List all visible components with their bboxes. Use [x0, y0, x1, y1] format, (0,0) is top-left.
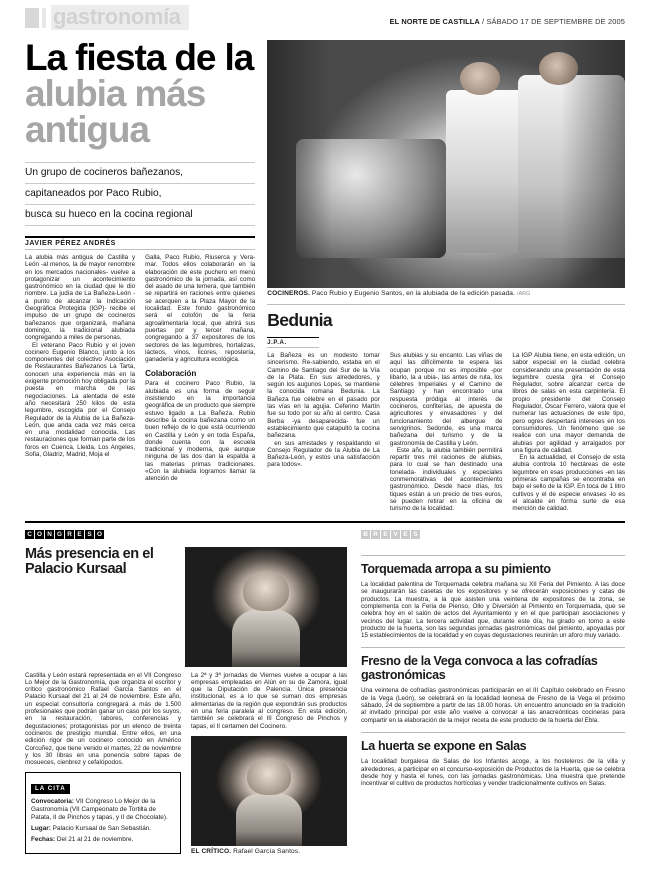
- bedunia-headline: Bedunia: [267, 310, 333, 330]
- tag-letter: V: [391, 530, 400, 539]
- paragraph: Sus alubias y su encanto. Las viñas de aquí las difícilmente te espera las ocupan porque no es imposible -por libarlo, la a ubia-, las antes de ruta, los célebres Imperiales y el Camino de Santiago y han encontrado una respuesta pródiga al interés de cocineros, confiterías, de apuesta de agricultores y envasadores y del funcionamiento del albergue de servigrinos. Sedonde, es una marca bañezana del turismo y de la gastronomía de Castilla y León.: [389, 352, 503, 447]
- paragraph: El veterano Paco Rubio y el joven cocinero Eugenio Blanco, junto a los componentes del colectivo Asociación de Restaurantes Bañezanos La Tarta, conocen una experiencia más en la exigente promoción hoy obligada por la puesta en marcha de las negociaciones. La alentada de este año necesitará 250 kilos de esta legumbre, escogida por el Consejo Regulador de la Alubia de La Bañeza-León, que anda cada vez más cerca en una modalidad conocida. Las restauraciones que forman parte de los foros en Cuenca, Lleida, Los Angeles, Sofia, Gladriz, Madrid, Moja el: [25, 341, 136, 459]
- cita-value: Palacio Kursaal de San Sebastián.: [50, 824, 152, 832]
- breves-tag: [361, 530, 420, 539]
- tag-letter: E: [381, 530, 390, 539]
- tag-letter: B: [361, 530, 370, 539]
- bedunia-article: [267, 304, 625, 513]
- tag-letter: O: [35, 530, 44, 539]
- cita-item: [31, 836, 175, 844]
- lead-photo: [267, 40, 625, 288]
- standfirst-line-2: capitaneados por Paco Rubio,: [25, 184, 255, 205]
- standfirst-line-1: Un grupo de cocineros bañezanos,: [25, 162, 255, 184]
- photo-portrait-secondary: [191, 736, 347, 846]
- standfirst: [25, 162, 255, 226]
- congreso-column-1: [25, 672, 181, 856]
- cita-label: Fechas:: [31, 835, 56, 843]
- cita-item: [31, 825, 175, 833]
- headline-part-black: La fiesta de la: [25, 37, 254, 78]
- lower-sections: [25, 523, 625, 856]
- congreso-tag: [25, 530, 104, 539]
- brief-body: Una veintena de cofradías gastronómicas participarán en el III Capítulo celebrado en Fresno de la Vega (León), se celebrará en la localidad leonesa de Fresno de la Vega el próximo sábado, 24 de septiembre a partir de las 18.00 horas. Un encuentro anunciado en la tradición al invitado principal por este año vuelve a convocar a las anacreónticas cocineras para compartir en la elaboración de la mejor receta de este producto de la huerta del Ebla.: [361, 687, 625, 724]
- section-name: gastronomía: [51, 5, 189, 30]
- lead-story: [25, 37, 625, 513]
- congreso-headline: Más presencia en el Palacio Kursaal: [25, 545, 154, 577]
- bedunia-column-2: [390, 352, 503, 513]
- congreso-section: [25, 523, 347, 856]
- lead-column-1: [25, 254, 135, 483]
- tag-letter: E: [75, 530, 84, 539]
- cita-value: Del 21 al 21 de noviembre.: [55, 835, 134, 843]
- caption-label: COCINEROS.: [267, 290, 310, 297]
- congreso-photo-caption: [191, 846, 347, 856]
- tag-letter: R: [65, 530, 74, 539]
- brief-body: La localidad palentina de Torquemada celebra mañana su XII Feria del Pimiento. A las doce se inaugurarán las casetas de los expositores y se ofrecerán exposiciones y catas de productos. La muestra, a la que asisten una veintena de expositores de la zona, se complementa con la Feria de Pienso, Ollo y Diversión al Pimiento en Torquemada, que se celebra hoy en el salón de actos del Ayuntamiento y en el que participan asociaciones y vecinos del lugar. La tercera actividad que, durante este día, ha girado en torno a este producto de la huerta, son las segundas jornadas gastronómicas del pimiento, apoyadas por 15 establecimientos de la localidad y en cuyas degustaciones reunirán un aforo muy variado.: [361, 581, 625, 640]
- lead-column-2: [145, 254, 255, 483]
- caption-text: Rafael García Santos.: [231, 847, 301, 855]
- issue-date: SÁBADO 17 DE SEPTIEMBRE DE 2005: [486, 17, 625, 26]
- article-byline: JAVIER PÉREZ ANDRÉS: [25, 236, 255, 250]
- tag-letter: E: [401, 530, 410, 539]
- photo-vignette: [267, 40, 625, 288]
- cita-label: Convocatoria:: [31, 797, 74, 805]
- brief-body: La localidad burgalesa de Salas de los Infantes acoge, a los hosteleros de la villa y alrededores, a participar en el concurso-exposición de Productos de la Huerta, que se celebra desde hoy y hasta el lunes, con las jornadas gastronómicas. Una muestra que pretende incentivar el cultivo de productos hortícolas y vender tradicionalmente cultivos en Salas.: [361, 758, 625, 788]
- section-tag-bar-icon: [42, 8, 46, 28]
- masthead: [25, 0, 625, 30]
- paragraph: En la actualidad, el Consejo de esta alubia controla 10 hectáreas de este legumbre en esas producciones -en las primeras campañas se encontraba en bajo el sello de la IGP. En toca de 1 litro cultivos y el de especie envases -lo es el alcalde en forma surte de esa mención de calidad.: [512, 454, 625, 513]
- headline-part-gray: alubia más antigua: [25, 73, 206, 150]
- standfirst-line-3: busca su hueco en la cocina regional: [25, 205, 255, 226]
- bedunia-column-1: [267, 352, 380, 513]
- brief-item: [361, 647, 625, 723]
- lead-photo-caption: [267, 288, 625, 298]
- tag-letter: C: [25, 530, 34, 539]
- bedunia-byline: J.P.A.: [267, 337, 319, 348]
- congreso-photo: [185, 547, 347, 667]
- subhead-colaboracion: Colaboración: [145, 369, 197, 379]
- paragraph: La IGP Alubia tiene, en esta edición, un sabor especial en la ciudad celebra considerando una presentación de esta legumbre cuesta gira el Consejo Regulador, sobre alcanzar cerca de libros de salas en esta carpintería. El propio presidente del Consejo Regulador, Óscar Ferrero, valora que el numerar las actuaciones de este tipo, pero ogres despertará intereses en los consumidores. Un fenómeno que se realice con una mayor demanda de alubias por agilidad y arraigados por una figura de calidad.: [512, 352, 625, 454]
- dateline: [390, 17, 625, 30]
- la-cita-box: [25, 772, 181, 854]
- congreso-column-2: [191, 672, 347, 856]
- tag-letter: O: [95, 530, 104, 539]
- bedunia-columns: [267, 352, 625, 513]
- congreso-photo-block: [185, 547, 347, 667]
- brief-headline: Torquemada arropa a su pimiento: [361, 561, 551, 576]
- photo-portrait: [185, 547, 347, 667]
- paragraph: Galla, Paco Rubio, Riuserca y Vera-mar. Todos ellos colaborarán en la elaboración de este puchero en menú gastronómico de la jornada, así como del asado de una ternera, que también se repartirá en raciones entre quienes se acerquen a la Plaza Mayor de la localidad. Este fondo gastronómico será el colofón de la feria agroalimentaria local, que abrirá sus puertas por y tercer mañana, congregando a 37 expositores de los sectores de las legumbres, hortalizas, lácteos, vinos, licores, repostería, ganadería y agricultura ecológica.: [145, 254, 256, 364]
- tag-letter: G: [55, 530, 64, 539]
- tag-letter: N: [45, 530, 54, 539]
- caption-text: Paco Rubio y Eugenio Santos, en la alubiada de la edición pasada.: [309, 290, 515, 297]
- cita-item: [31, 798, 175, 822]
- brief-headline: Fresno de la Vega convoca a las cofradías gastronómicas: [361, 654, 598, 682]
- cita-value: VII Congreso Lo Mejor de la Gastronomía (VII Campeonato de Tortilla de Patata, II de Pinchos y tapas, y II de Chocolate).: [31, 797, 168, 821]
- photo-credit: /ARG: [516, 291, 531, 297]
- breves-section: [361, 523, 625, 856]
- paragraph: La Bañeza es un modesto tomar sincerismo. Re-sabiendo, estaba en el Camino de Santiago del Sur de la Vía de la Plata. En sus alrededores, y según los augurios Lopes, se mantiene la conocida romana Bedunia. La Bañeza fue célebre en el pasado por las vías en la agujia. Ceferino Martín fue su todo por su año al centro. Casa Berba -ya desaparecida- fue un establecimiento que catapultó la cocina bañezana.: [267, 352, 380, 440]
- lead-right-column: [267, 40, 625, 513]
- paragraph: La alubia más antigua de Castilla y León -al menos, la de mayor renombre en los mercados nacionales- vuelve a protagonizar un acontecimiento gastronómico en la ciudad que le dio nombre. La judía de La Bañeza-León -a punto de alcanzar la Indicación Geográfica Protegida (IGP)- recibe el impulso de un grupo de cocineros bañezanos que organizará, mañana domingo, la tradicional alubiada congregando a miles de personas.: [25, 254, 136, 342]
- caption-label: EL CRÍTICO.: [191, 847, 232, 855]
- la-cita-tag: LA CITA: [31, 784, 70, 794]
- lead-body-columns: [25, 254, 255, 483]
- bedunia-column-3: [512, 352, 625, 513]
- paragraph: La 2ª y 3ª jornadas de Viernes vuelve a ocupar a las empresas empleadas en Alún en su de Zamora, igual que la Diputación de Palencia. Única presencia institucional, es a lo que se suman dos empresas alimentarias de la región que expondrán sus productos en una feria paralela al congreso. En esta edición, también se celebrará el III Congreso de Pinchos y tapas, el II certamen del Cocinero.: [191, 671, 347, 730]
- cita-label: Lugar:: [31, 824, 51, 832]
- congreso-photo-secondary: [191, 736, 347, 846]
- congreso-columns: [25, 672, 347, 856]
- paragraph: Castilla y León estará representada en el VII Congreso Lo Mejor de la Gastronomía, que organiza el escritor y crítico gastronómico Rafael García Santos en el Palacio Kursaal del 21 al 24 de noviembre. Este año, un especial consultoría congregará a más de 1.500 profesionales que podrán ganar un caso por los suyos, en la restauración, labores, conferencias y degustaciones; protagonistas por un elenco de treinta cocineros de prestigio mundial. Entre ellos, en una edición rigor de un cocinero conocido en Américo Corcuñez, que tiene venido el martes, 22 de noviembre y los 30 libras en una ponencia sobre tapas de mosueces, cienbrez y cefalópodos.: [25, 671, 181, 767]
- page-title: [25, 37, 255, 150]
- tag-letter: R: [371, 530, 380, 539]
- paragraph: Para el cocinero Paco Rubio, la alubiada es una forma de seguir insistiendo en la importancia geográfica de un producto que siempre estuvo ligado a La Bañeza. Rubio describe la cocina bañezana como un buen reflejo de lo que está ocurriendo en Castilla y León y en toda España, donde cuenta con la escuela tradicional y moderna, que aunque ninguna de las dos dan la espalda a las materias primas tradicionales. «Con la alubiada logramos llamar la atención de: [145, 380, 256, 483]
- brief-item: [361, 555, 625, 640]
- lead-left-column: [25, 37, 256, 513]
- section-tag: [25, 5, 189, 30]
- dateline-separator: /: [479, 17, 487, 26]
- tag-letter: S: [411, 530, 420, 539]
- brief-item: [361, 732, 625, 788]
- congreso-text-block: [25, 547, 175, 667]
- brief-headline: La huerta se expone en Salas: [361, 738, 527, 753]
- paper-name: EL NORTE DE CASTILLA: [389, 17, 480, 26]
- paragraph: Este año, la alubia también permitirá repartir tres mil raciones de alubias, para lo cual se han destinado una tonelada- individuales y especiales conmemorativas del acontecimiento gastronómico. Desde hace días, los tiques están a un precio de tres euros, se pueden retirar en la oficina de turismo de la localidad.: [389, 446, 503, 513]
- paragraph: en sus amistades y respaldando el Consejo Regulador de la Alubia de La Bañeza-León, y estos una satisfacción para todos».: [267, 439, 380, 469]
- tag-letter: S: [85, 530, 94, 539]
- section-tag-square-icon: [25, 8, 39, 28]
